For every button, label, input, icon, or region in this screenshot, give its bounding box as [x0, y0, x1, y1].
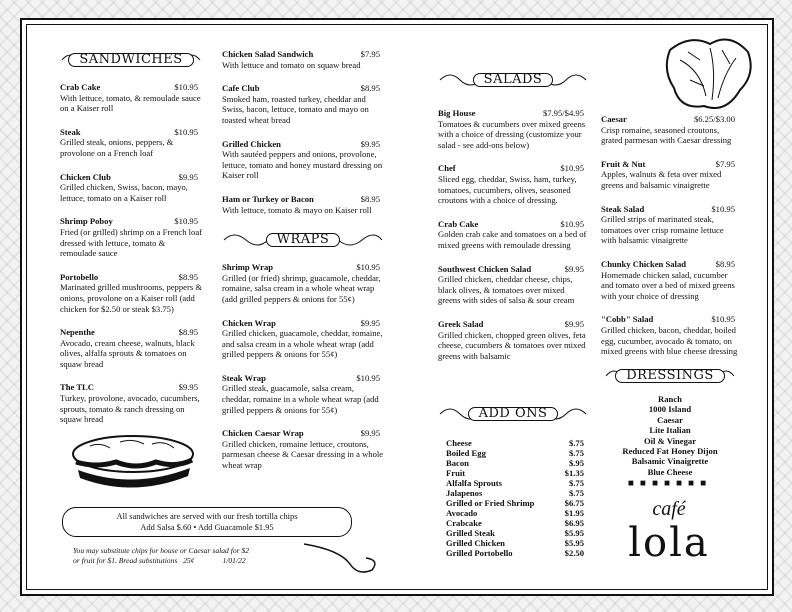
menu-item: [60, 216, 202, 258]
item-price: $10.95: [356, 372, 380, 383]
item-name: Nepenthe: [60, 327, 95, 338]
item-price: $8.95: [360, 193, 380, 204]
addon-row: [446, 488, 584, 498]
item-price: $8.95: [360, 83, 380, 94]
addon-price: $.95: [568, 458, 584, 468]
item-price: $10.95: [560, 163, 584, 174]
item-price: $9.95: [360, 317, 380, 328]
item-description: With sautéed peppers and onions, provolone, lettuce, tomato and honey mustard dressing on Kaiser roll: [222, 149, 383, 181]
menu-date: 1/01/22: [222, 556, 246, 565]
addon-name: Alfalfa Sprouts: [446, 478, 502, 488]
item-price: $9.95: [564, 318, 584, 329]
item-name: Southwest Chicken Salad: [438, 263, 532, 274]
addon-price: $.75: [568, 488, 584, 498]
addon-price: $2.50: [564, 548, 584, 558]
item-price: $8.95: [715, 258, 735, 269]
menu-item: [222, 262, 384, 304]
fine-print: [73, 546, 249, 566]
addon-row: [446, 468, 584, 478]
section-title: ADD ONS: [468, 407, 559, 422]
salads-col1: [438, 66, 588, 374]
sandwiches-col2: [222, 49, 384, 484]
item-name: Steak Salad: [601, 203, 645, 214]
item-description: Smoked ham, roasted turkey, cheddar and Swiss, bacon, lettuce, tomato and mayo on toasted wheat bread: [222, 93, 369, 125]
addon-name: Grilled or Fried Shrimp: [446, 498, 535, 508]
logo-bottom: lola: [628, 520, 710, 566]
item-description: Golden crab cake and tomatoes on a bed of mixed greens with remoulade dressing: [438, 229, 587, 250]
item-price: $6.25/$3.00: [693, 114, 735, 124]
menu-item: [222, 49, 384, 70]
item-description: Turkey, provolone, avocado, cucumbers, sprouts, tomato & ranch dressing on squaw bread: [60, 393, 200, 425]
item-price: $10.95: [174, 216, 198, 227]
addon-row: [446, 478, 584, 488]
menu-item: [601, 114, 739, 146]
item-name: Chicken Caesar Wrap: [222, 428, 304, 439]
item-description: Apples, walnuts & feta over mixed greens and balsamic vinaigrette: [601, 169, 722, 190]
item-price: $10.95: [174, 82, 198, 92]
menu-item: [222, 83, 384, 125]
item-name: Chicken Wrap: [222, 317, 276, 328]
chips-note: [62, 507, 352, 537]
salads-banner: [438, 66, 588, 94]
dressing-item: Lite Italian: [649, 425, 691, 436]
addon-name: Cheese: [446, 438, 472, 448]
item-price: $9.95: [564, 263, 584, 274]
chips-note-line2: Add Salsa $.60 • Add Guacamole $1.95: [140, 523, 274, 532]
item-description: Grilled steak, onions, peppers, & provolone on a French loaf: [60, 137, 174, 158]
menu-item: [60, 172, 202, 204]
item-name: Chef: [438, 163, 456, 174]
menu-item: [222, 194, 384, 215]
addon-name: Jalapenos: [446, 488, 483, 498]
menu-item: [438, 319, 588, 361]
item-price: $7.95/$4.95: [542, 108, 584, 118]
dressing-item: Balsamic Vinaigrette: [631, 456, 709, 467]
addon-name: Avocado: [446, 508, 478, 518]
item-name: Steak Wrap: [222, 372, 266, 383]
item-description: Avocado, cream cheese, walnuts, black olives, alfalfa sprouts & tomatoes on squaw bread: [60, 337, 195, 369]
item-name: The TLC: [60, 382, 94, 393]
section-title: DRESSINGS: [615, 369, 725, 384]
item-price: $10.95: [711, 203, 735, 214]
item-description: Crisp romaine, seasoned croutons, grated parmesan with Caesar dressing: [601, 124, 732, 146]
item-name: Chunky Chicken Salad: [601, 258, 687, 269]
dressings-banner: [604, 362, 736, 390]
menu-item: [222, 428, 384, 470]
addon-price: $6.95: [564, 518, 584, 528]
menu-item: [601, 159, 739, 191]
addon-row: [446, 508, 584, 518]
menu-item: [222, 373, 384, 415]
dressing-item: 1000 Island: [648, 404, 692, 415]
addon-price: $.75: [568, 448, 584, 458]
addon-price: $1.95: [564, 508, 584, 518]
item-name: Steak: [60, 126, 81, 137]
menu-item: [601, 259, 739, 301]
menu-item: [60, 272, 202, 314]
item-price: $8.95: [178, 271, 198, 282]
item-description: Fried (or grilled) shrimp on a French loaf dressed with lettuce, tomato & remoulade sauce: [60, 226, 202, 259]
menu-item: [438, 219, 588, 251]
sandwiches-banner: [60, 46, 202, 74]
item-name: Ham or Turkey or Bacon: [222, 193, 314, 204]
addon-name: Grilled Portobello: [446, 548, 513, 558]
menu-item: [222, 139, 384, 181]
addons-section: [438, 400, 588, 558]
addons-banner: [438, 400, 588, 428]
menu-item: [60, 127, 202, 159]
addon-row: [446, 438, 584, 448]
dressing-item: Caesar: [657, 414, 683, 425]
item-price: $7.95: [360, 49, 380, 59]
menu-item: [438, 108, 588, 150]
addon-price: $6.75: [564, 498, 584, 508]
item-description: With lettuce, tomato & mayo on Kaiser roll: [222, 204, 372, 215]
addon-row: [446, 518, 584, 528]
menu-item: [60, 327, 202, 369]
fine-print-price: 25¢: [183, 556, 195, 565]
dressing-item: Blue Cheese: [647, 466, 693, 477]
dressings-section: [604, 362, 736, 490]
sub-sandwich-icon: [66, 428, 200, 494]
addon-row: [446, 448, 584, 458]
dot-divider: ■■■■■■■: [627, 478, 713, 490]
addon-price: $5.95: [564, 538, 584, 548]
item-description: With lettuce, tomato, & remoulade sauce on a Kaiser roll: [60, 92, 201, 114]
item-description: Homemade chicken salad, cucumber and tomato over a bed of mixed greens with your choice of dressing: [601, 269, 735, 301]
item-description: Grilled chicken, bacon, cheddar, boiled egg, cucumber, avocado & tomato, on mixed greens with blue cheese dressing: [601, 324, 738, 357]
item-price: $9.95: [360, 138, 380, 149]
item-name: Shrimp Poboy: [60, 216, 113, 227]
item-description: With lettuce and tomato on squaw bread: [222, 59, 361, 70]
item-name: Shrimp Wrap: [222, 262, 274, 273]
item-name: Big House: [438, 108, 476, 118]
item-description: Grilled chicken, cheddar cheese, chips, black olives, & tomatoes over mixed greens with sides of salsa & sour cream: [438, 274, 575, 306]
dressing-item: Oil & Vinegar: [643, 435, 697, 446]
item-name: Crab Cake: [60, 82, 101, 92]
logo-top: café: [652, 498, 686, 520]
addon-name: Grilled Steak: [446, 528, 495, 538]
sandwiches-col1: [60, 46, 202, 438]
salads-col2: [601, 114, 739, 370]
item-name: Portobello: [60, 271, 99, 282]
menu-item: [438, 264, 588, 306]
addon-price: $1.35: [564, 468, 584, 478]
item-description: Grilled steak, guacamole, salsa cream, cheddar, romaine in a whole wheat wrap (add grilled peppers & onions for 55¢): [222, 383, 379, 415]
section-title: SALADS: [473, 73, 554, 88]
addon-name: Fruit: [446, 468, 466, 478]
item-description: Marinated grilled mushrooms, peppers & onions, provolone on a Kaiser roll (add chicken for $2.50 or steak $3.75): [60, 282, 203, 314]
menu-item: [438, 163, 588, 205]
item-description: Tomatoes & cucumbers over mixed greens with a choice of dressing (customize your salad - see add-ons below): [438, 118, 586, 150]
item-name: Fruit & Nut: [601, 158, 646, 169]
item-price: $9.95: [178, 382, 198, 393]
addon-name: Crabcake: [446, 518, 482, 528]
menu-item: [60, 382, 202, 424]
lettuce-icon: [660, 30, 756, 120]
item-name: "Cobb" Salad: [601, 314, 654, 325]
item-name: Grilled Chicken: [222, 138, 281, 149]
item-price: $9.95: [360, 428, 380, 439]
fine-print-line1: You may substitute chips for house or Caesar salad for $2: [73, 546, 250, 555]
item-name: Cafe Club: [222, 83, 260, 94]
addon-row: [446, 538, 584, 548]
item-name: Chicken Salad Sandwich: [222, 49, 314, 59]
item-price: $10.95: [560, 218, 584, 229]
chips-note-line1: All sandwiches are served with our fresh tortilla chips: [116, 512, 298, 521]
item-price: $7.95: [715, 158, 735, 169]
item-name: Caesar: [601, 114, 627, 124]
addon-price: $.75: [568, 478, 584, 488]
addon-row: [446, 498, 584, 508]
item-description: Sliced egg, cheddar, Swiss, ham, turkey, tomatoes, cucumbers, olives, seasoned croutons with a choice of dressing.: [438, 173, 577, 206]
item-price: $8.95: [178, 327, 198, 338]
addon-name: Grilled Chicken: [446, 538, 505, 548]
item-description: Grilled chicken, Swiss, bacon, mayo, lettuce, tomato on a Kaiser roll: [60, 182, 188, 203]
item-name: Crab Cake: [438, 218, 479, 229]
cafe-lola-logo: [598, 498, 740, 565]
item-description: Grilled chicken, romaine lettuce, croutons, parmesan cheese & Caesar dressing in a whole wheat wrap: [222, 438, 384, 471]
menu-item: [222, 318, 384, 360]
item-name: Greek Salad: [438, 318, 484, 329]
dressing-item: Reduced Fat Honey Dijon: [622, 446, 718, 457]
addon-row: [446, 458, 584, 468]
item-price: $10.95: [174, 126, 198, 137]
fine-print-line2: or fruit for $1. Bread substitutions: [73, 556, 178, 565]
item-price: $10.95: [711, 314, 735, 325]
item-description: Grilled chicken, guacamole, cheddar, romaine, and salsa cream in a whole wheat wrap (add grilled peppers & onions for 55¢): [222, 328, 383, 360]
addon-price: $.75: [568, 438, 584, 448]
addon-row: [446, 528, 584, 538]
item-description: Grilled strips of marinated steak, tomatoes over crisp romaine lettuce with balsamic vinaigrette: [601, 214, 724, 246]
addon-name: Bacon: [446, 458, 469, 468]
menu-item: [601, 204, 739, 246]
addon-row: [446, 548, 584, 558]
menu-item: [60, 82, 202, 114]
wraps-banner: [222, 226, 384, 254]
corner-flourish-icon: [300, 540, 380, 580]
section-title: WRAPS: [266, 233, 341, 248]
item-name: Chicken Club: [60, 171, 111, 182]
menu-item: [601, 314, 739, 356]
item-price: $9.95: [178, 171, 198, 182]
addon-name: Boiled Egg: [446, 448, 486, 458]
dressing-item: Ranch: [658, 394, 682, 404]
item-price: $10.95: [356, 262, 380, 273]
addon-price: $5.95: [564, 528, 584, 538]
section-title: SANDWICHES: [68, 53, 193, 68]
item-description: Grilled chicken, chopped green olives, feta cheese, cucumbers & tomatoes over mixed greens with balsamic: [438, 329, 586, 361]
item-description: Grilled (or fried) shrimp, guacamole, cheddar, romaine, salsa cream in a whole wheat wrap (add grilled peppers & onions for 55¢): [222, 272, 381, 304]
